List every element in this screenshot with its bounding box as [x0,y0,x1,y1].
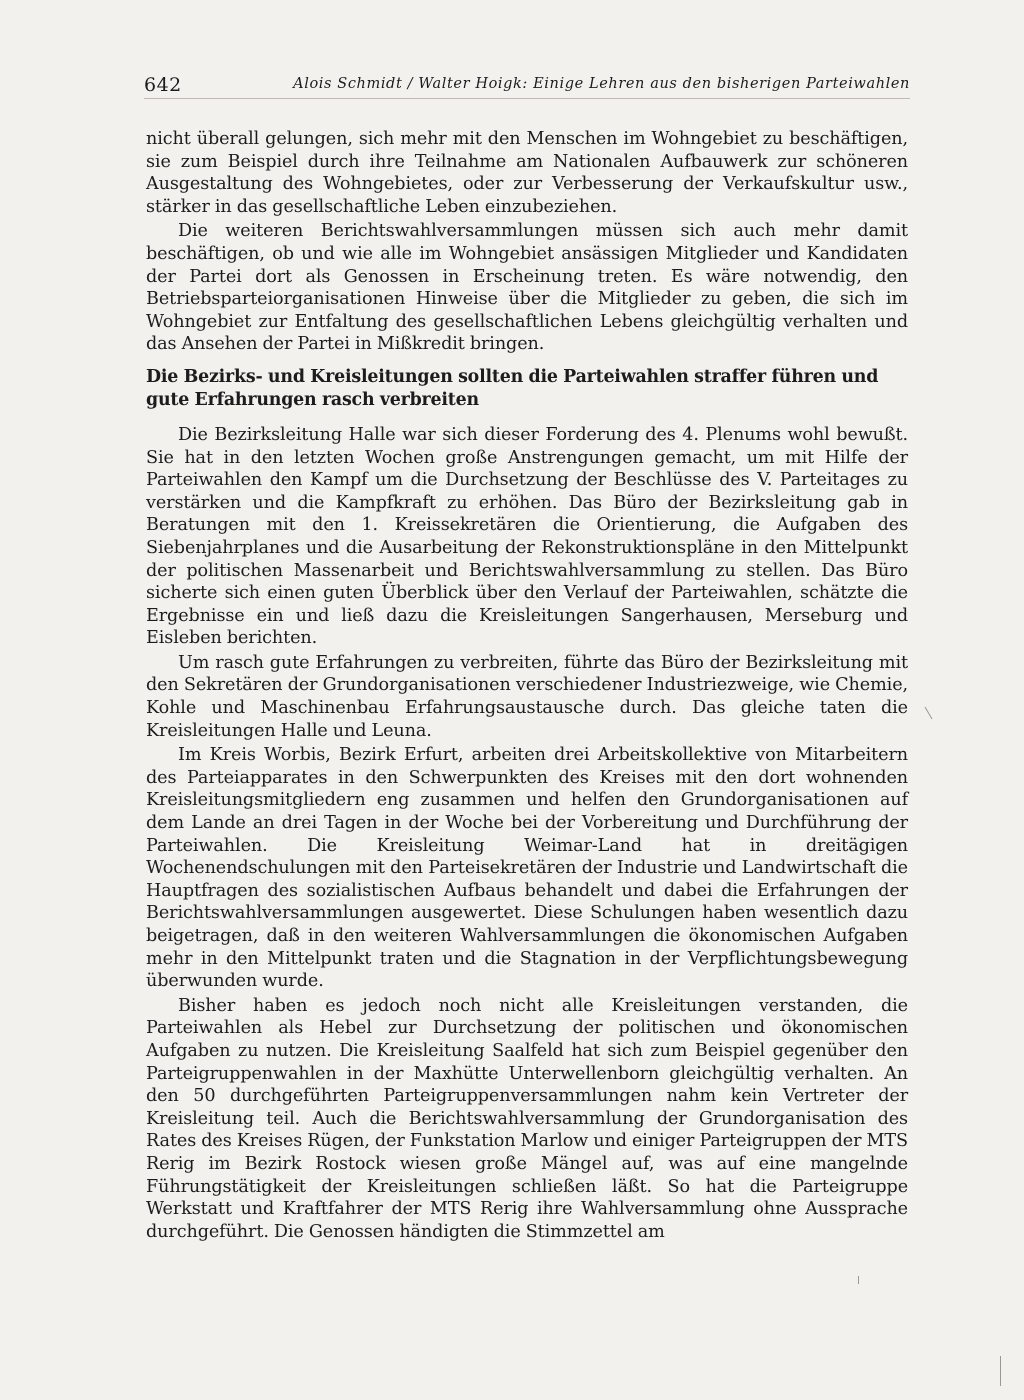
paragraph-1: nicht überall gelungen, sich mehr mit den Menschen im Wohngebiet zu beschäftigen, sie zum Beispiel durch ihre Teilnahme am Nationalen Aufbauwerk zur schöneren Ausgestaltung des Wohngebietes, oder zur Verbesserung der Verkaufskultur usw., stärker in das gesellschaftliche Leben einzubeziehen. [146,129,908,217]
running-header [144,74,910,104]
scan-mark [858,1276,859,1284]
section-heading: Die Bezirks- und Kreisleitungen sollten die Parteiwahlen straffer führen und gute Erfahrungen rasch verbreiten [146,366,879,410]
paragraph-4: Um rasch gute Erfahrungen zu verbreiten, führte das Büro der Bezirksleitung mit den Sekretären der Grundorganisationen verschiedener Industriezweige, wie Chemie, Kohle und Maschinenbau Erfahrungsaustausche durch. Das gleiche taten die Kreisleitungen Halle und Leuna. [146,652,908,741]
article-body [146,128,908,1243]
scan-mark [1000,1356,1001,1386]
header-divider [144,98,910,99]
paragraph-3: Die Bezirksleitung Halle war sich dieser Forderung des 4. Plenums wohl bewußt. Sie hat in den letzten Wochen große Anstrengungen gemacht, um mit Hilfe der Parteiwahlen den Kampf um die Durchsetzung der Beschlüsse des V. Parteitages zu verstärken und die Kampfkraft zu erhöhen. Das Büro der Bezirksleitung gab in Beratungen mit den 1. Kreissekretären die Orientierung, die Aufgaben des Siebenjahrplanes und die Ausarbeitung der Rekonstruktionspläne in den Mittelpunkt der politischen Massenarbeit und Berichtswahlversammlung zu stellen. Das Büro sicherte sich einen guten Überblick über den Verlauf der Parteiwahlen, schätzte die Ergebnisse ein und ließ dazu die Kreisleitungen Sangerhausen, Merseburg und Eisleben berichten. [146,424,908,649]
paragraph-6: Bisher haben es jedoch noch nicht alle Kreisleitungen verstanden, die Parteiwahlen als Hebel zur Durchsetzung der politischen und ökonomischen Aufgaben zu nutzen. Die Kreisleitung Saalfeld hat sich zum Beispiel gegenüber den Parteigruppenwahlen in der Maxhütte Unterwellenborn gleichgültig verhalten. An den 50 durchgeführten Parteigruppenversammlungen nahm kein Vertreter der Kreisleitung teil. Auch die Berichtswahlversammlung der Grundorganisation des Rates des Kreises Rügen, der Funkstation Marlow und einiger Parteigruppen der MTS Rerig im Bezirk Rostock wiesen große Mängel auf, was auf eine mangelnde Führungstätigkeit der Kreisleitungen schließen läßt. So hat die Parteigruppe Werkstatt und Kraftfahrer der MTS Rerig ihre Wahlversammlung ohne Aussprache durchgeführt. Die Genossen händigten die Stimmzettel am [146,995,908,1242]
page-number: 642 [144,74,182,96]
paragraph-5: Im Kreis Worbis, Bezirk Erfurt, arbeiten drei Arbeitskollektive von Mitarbeitern des Parteiapparates in den Schwerpunkten des Kreises mit den dort wohnenden Kreisleitungsmitgliedern eng zusammen und helfen den Grundorganisationen auf dem Lande an drei Tagen in der Woche bei der Vorbereitung und Durchführung der Parteiwahlen. Die Kreisleitung Weimar-Land hat in dreitägigen Wochenendschulungen mit den Parteisekretären der Industrie und Landwirtschaft die Hauptfragen des sozialistischen Aufbaus behandelt und dabei die Erfahrungen der Berichtswahlversammlungen ausgewertet. Diese Schulungen haben wesentlich dazu beigetragen, daß in den weiteren Wahlversammlungen die ökonomischen Aufgaben mehr in den Mittelpunkt traten und die Stagnation in der Verpflichtungsbewegung überwunden wurde. [146,745,908,992]
scan-mark [925,707,933,720]
paragraph-2: Die weiteren Berichtswahlversammlungen müssen sich auch mehr damit beschäftigen, ob und wie alle im Wohngebiet ansässigen Mitglieder und Kandidaten der Partei dort als Genossen in Erscheinung treten. Es wäre notwendig, den Betriebsparteiorganisationen Hinweise über die Mitglieder zu geben, die sich im Wohngebiet zur Entfaltung des gesellschaftlichen Lebens gleichgültig verhalten und das Ansehen der Partei in Mißkredit bringen. [146,221,908,355]
running-title: Alois Schmidt / Walter Hoigk: Einige Lehren aus den bisherigen Parteiwahlen [293,76,910,92]
